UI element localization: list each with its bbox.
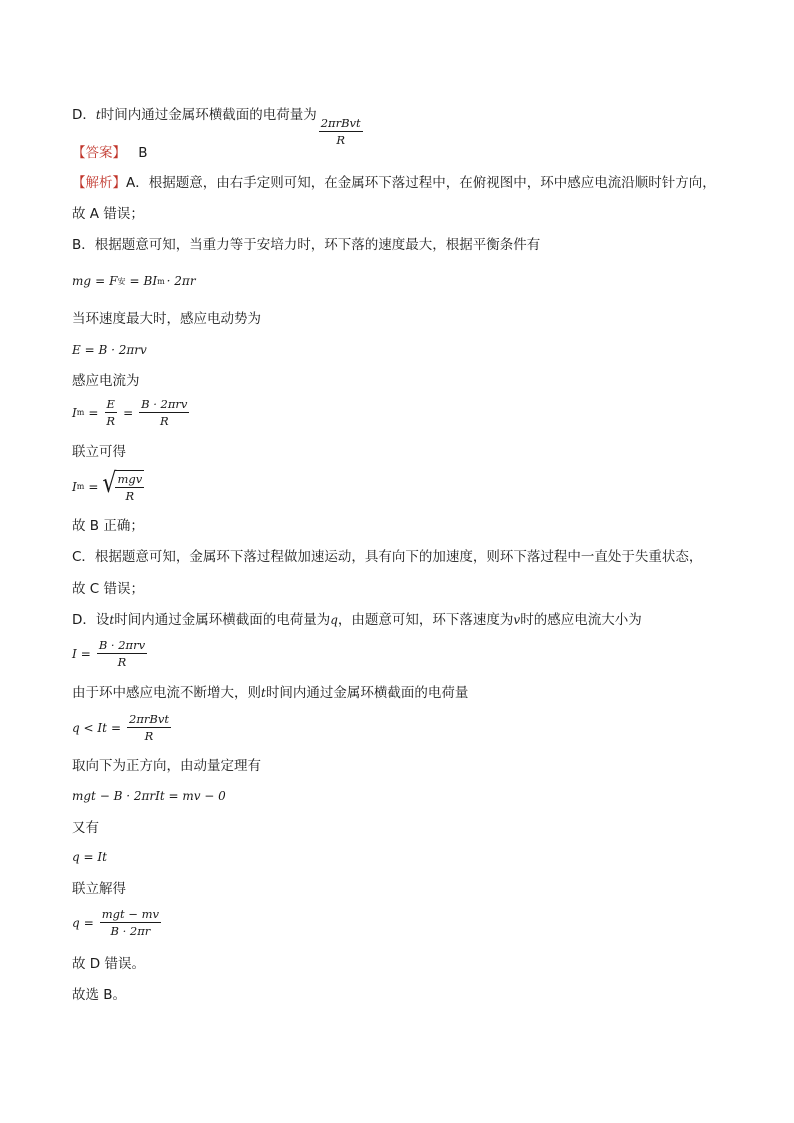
option-d-prefix: D． bbox=[72, 107, 96, 123]
eq9-lhs: q bbox=[72, 915, 80, 930]
eq3-f2-den: R bbox=[159, 414, 169, 428]
eq1-rhs-b: · 2πr bbox=[166, 274, 196, 288]
answer-value: B bbox=[138, 145, 148, 161]
equation-8: q = It bbox=[72, 850, 107, 864]
eq1-rhs-a: BI bbox=[143, 274, 158, 288]
option-d-var-t: t bbox=[95, 108, 101, 122]
eq3-fraction-1 bbox=[104, 397, 117, 428]
equation-7: mgt − B · 2πrIt = mv − 0 bbox=[72, 789, 226, 803]
analysis-a-text1: A．根据题意，由右手定则可知，在金属环下落过程中，在俯视图中，环中感应电流沿顺时针方向， bbox=[126, 175, 716, 191]
equation-2: E = B · 2πrv bbox=[72, 343, 147, 357]
eq4-lhs: I bbox=[72, 479, 77, 494]
analysis-d-line1 bbox=[72, 611, 642, 629]
option-d-line bbox=[72, 106, 365, 147]
answer-label: 【答案】 bbox=[72, 145, 126, 161]
eq5-lhs: I bbox=[72, 646, 77, 661]
analysis-d-line6: 故 D 错误。 bbox=[72, 956, 145, 972]
option-d-fraction bbox=[319, 116, 363, 147]
analysis-d-line4: 又有 bbox=[72, 820, 99, 836]
eq4-sqrt bbox=[102, 470, 144, 503]
eq6-fraction bbox=[127, 712, 171, 743]
analysis-a-line1 bbox=[72, 174, 716, 192]
sqrt-icon: √ bbox=[102, 468, 117, 500]
analysis-b-line2: 当环速度最大时，感应电动势为 bbox=[72, 311, 261, 327]
conclusion: 故选 B。 bbox=[72, 987, 127, 1003]
eq9-den: B · 2πr bbox=[110, 924, 151, 938]
eq5-den: R bbox=[117, 655, 127, 669]
eq6-lhs: q < It bbox=[72, 720, 107, 735]
eq3-f1-den: R bbox=[106, 414, 116, 428]
analysis-a-line2: 故 A 错误； bbox=[72, 206, 144, 222]
eq1-lhs: mg bbox=[72, 274, 92, 288]
eq5-num: B · 2πrv bbox=[98, 638, 146, 652]
analysis-d-line5: 联立解得 bbox=[72, 881, 126, 897]
equation-4: I m = √ $\frac{\text{mgv}}{R}$ bbox=[72, 470, 144, 503]
d1-d: 时的感应电流大小为 bbox=[520, 612, 642, 628]
equation-3: I m = $\frac{E}{R}$ = $\frac{\text{B · 2πrv}}{R}$ bbox=[72, 397, 188, 428]
eq4-den: R bbox=[125, 489, 135, 503]
equation-5: I = $\frac{\text{B · 2πrv}}{R}$ bbox=[72, 638, 146, 669]
eq3-f2-num: B · 2πrv bbox=[141, 397, 188, 411]
option-d-text: 时间内通过金属环横截面的电荷量为 bbox=[100, 107, 317, 123]
d2-t: t bbox=[261, 686, 266, 700]
eq3-lhs: I bbox=[72, 405, 77, 420]
analysis-c-line2: 故 C 错误； bbox=[72, 581, 145, 597]
eq1-mid-sub: 安 bbox=[117, 276, 126, 286]
d1-t: t bbox=[109, 613, 115, 627]
analysis-b-line1: B．根据题意可知，当重力等于安培力时，环下落的速度最大，根据平衡条件有 bbox=[72, 237, 541, 253]
eq6-den: R bbox=[144, 729, 154, 743]
eq4-num: mgv bbox=[117, 472, 143, 486]
eq9-fraction bbox=[100, 907, 161, 938]
d1-a: D．设 bbox=[72, 612, 110, 628]
eq1-rhs-sub: m bbox=[157, 276, 165, 286]
eq6-num: 2πrBvt bbox=[129, 712, 169, 726]
equation-9: q = $\frac{\text{mgt − mv}}{B \cdot 2\pi r}$ bbox=[72, 907, 159, 938]
analysis-d-line2 bbox=[72, 684, 468, 702]
eq5-fraction bbox=[97, 638, 147, 669]
analysis-b-line5: 故 B 正确； bbox=[72, 518, 144, 534]
equation-6: q < It = $\frac{\text{2πrBvt}}{R}$ bbox=[72, 712, 169, 743]
eq3-lhs-sub: m bbox=[76, 408, 85, 417]
analysis-d-line3: 取向下为正方向，由动量定理有 bbox=[72, 758, 261, 774]
analysis-c-line1: C．根据题意可知，金属环下落过程做加速运动，具有向下的加速度，则环下落过程中一直处于失重状态， bbox=[72, 549, 703, 565]
answer-line bbox=[72, 144, 148, 162]
option-d-frac-num: 2πrBvt bbox=[320, 116, 361, 130]
d2-b: 时间内通过金属环横截面的电荷量 bbox=[265, 685, 469, 701]
d1-q: q bbox=[330, 613, 338, 627]
d1-v: v bbox=[513, 613, 521, 627]
eq1-mid: F bbox=[109, 274, 118, 288]
eq9-num: mgt − mv bbox=[101, 907, 159, 921]
d1-b: 时间内通过金属环横截面的电荷量为 bbox=[114, 612, 331, 628]
equation-1: mg = F 安 = BI m · 2πr bbox=[72, 274, 196, 288]
d1-c: ，由题意可知，环下落速度为 bbox=[337, 612, 514, 628]
eq3-fraction-2 bbox=[139, 397, 189, 428]
analysis-b-line4: 联立可得 bbox=[72, 444, 126, 460]
eq3-f1-num: E bbox=[106, 397, 115, 411]
option-d-frac-den: R bbox=[336, 133, 346, 147]
analysis-b-line3: 感应电流为 bbox=[72, 373, 140, 389]
analysis-label: 【解析】 bbox=[72, 175, 126, 191]
eq4-lhs-sub: m bbox=[76, 482, 85, 491]
d2-a: 由于环中感应电流不断增大，则 bbox=[72, 685, 261, 701]
